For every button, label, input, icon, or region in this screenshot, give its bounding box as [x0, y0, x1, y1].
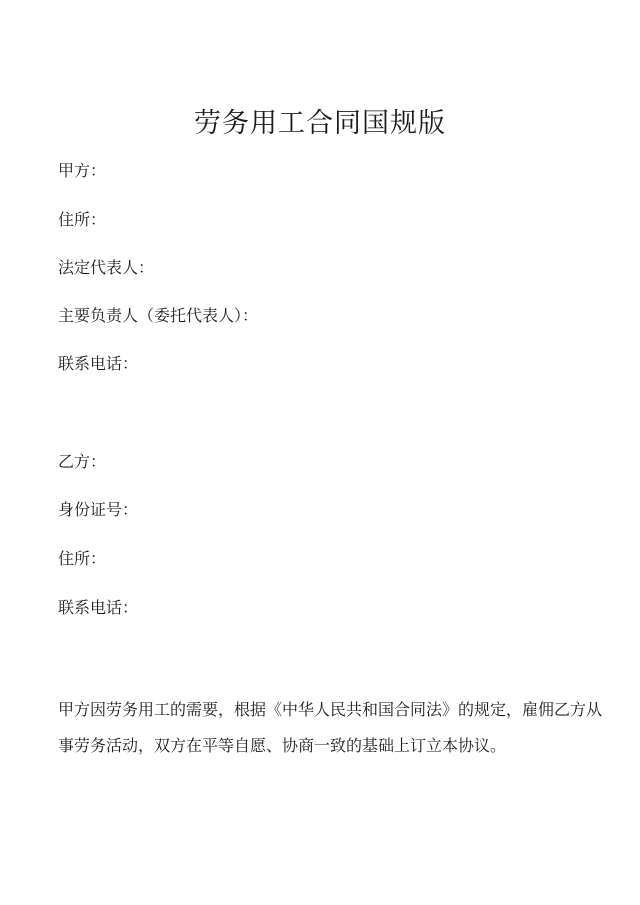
- preamble-paragraph: [58, 692, 603, 764]
- document-title: 劳务用工合同国规版: [194, 108, 446, 139]
- party-b-phone-label: 联系电话：: [58, 598, 139, 617]
- party-a-principal-label: 主要负责人（委托代表人）：: [58, 306, 259, 325]
- party-a-address-label: 住所：: [58, 210, 107, 229]
- party-b-address-label: 住所：: [58, 549, 107, 568]
- party-b-id-label: 身份证号：: [58, 500, 139, 519]
- preamble-line-2: 事劳务活动，双方在平等自愿、协商一致的基础上订立本协议。: [58, 736, 507, 755]
- preamble-line-1: 甲方因劳务用工的需要，根据《中华人民共和国合同法》的规定，雇佣乙方从: [58, 700, 603, 719]
- party-a-phone-label: 联系电话：: [58, 354, 139, 373]
- party-a-legal-rep-label: 法定代表人：: [58, 258, 155, 277]
- party-b-name-label: 乙方：: [58, 452, 107, 471]
- party-a-name-label: 甲方：: [58, 161, 107, 180]
